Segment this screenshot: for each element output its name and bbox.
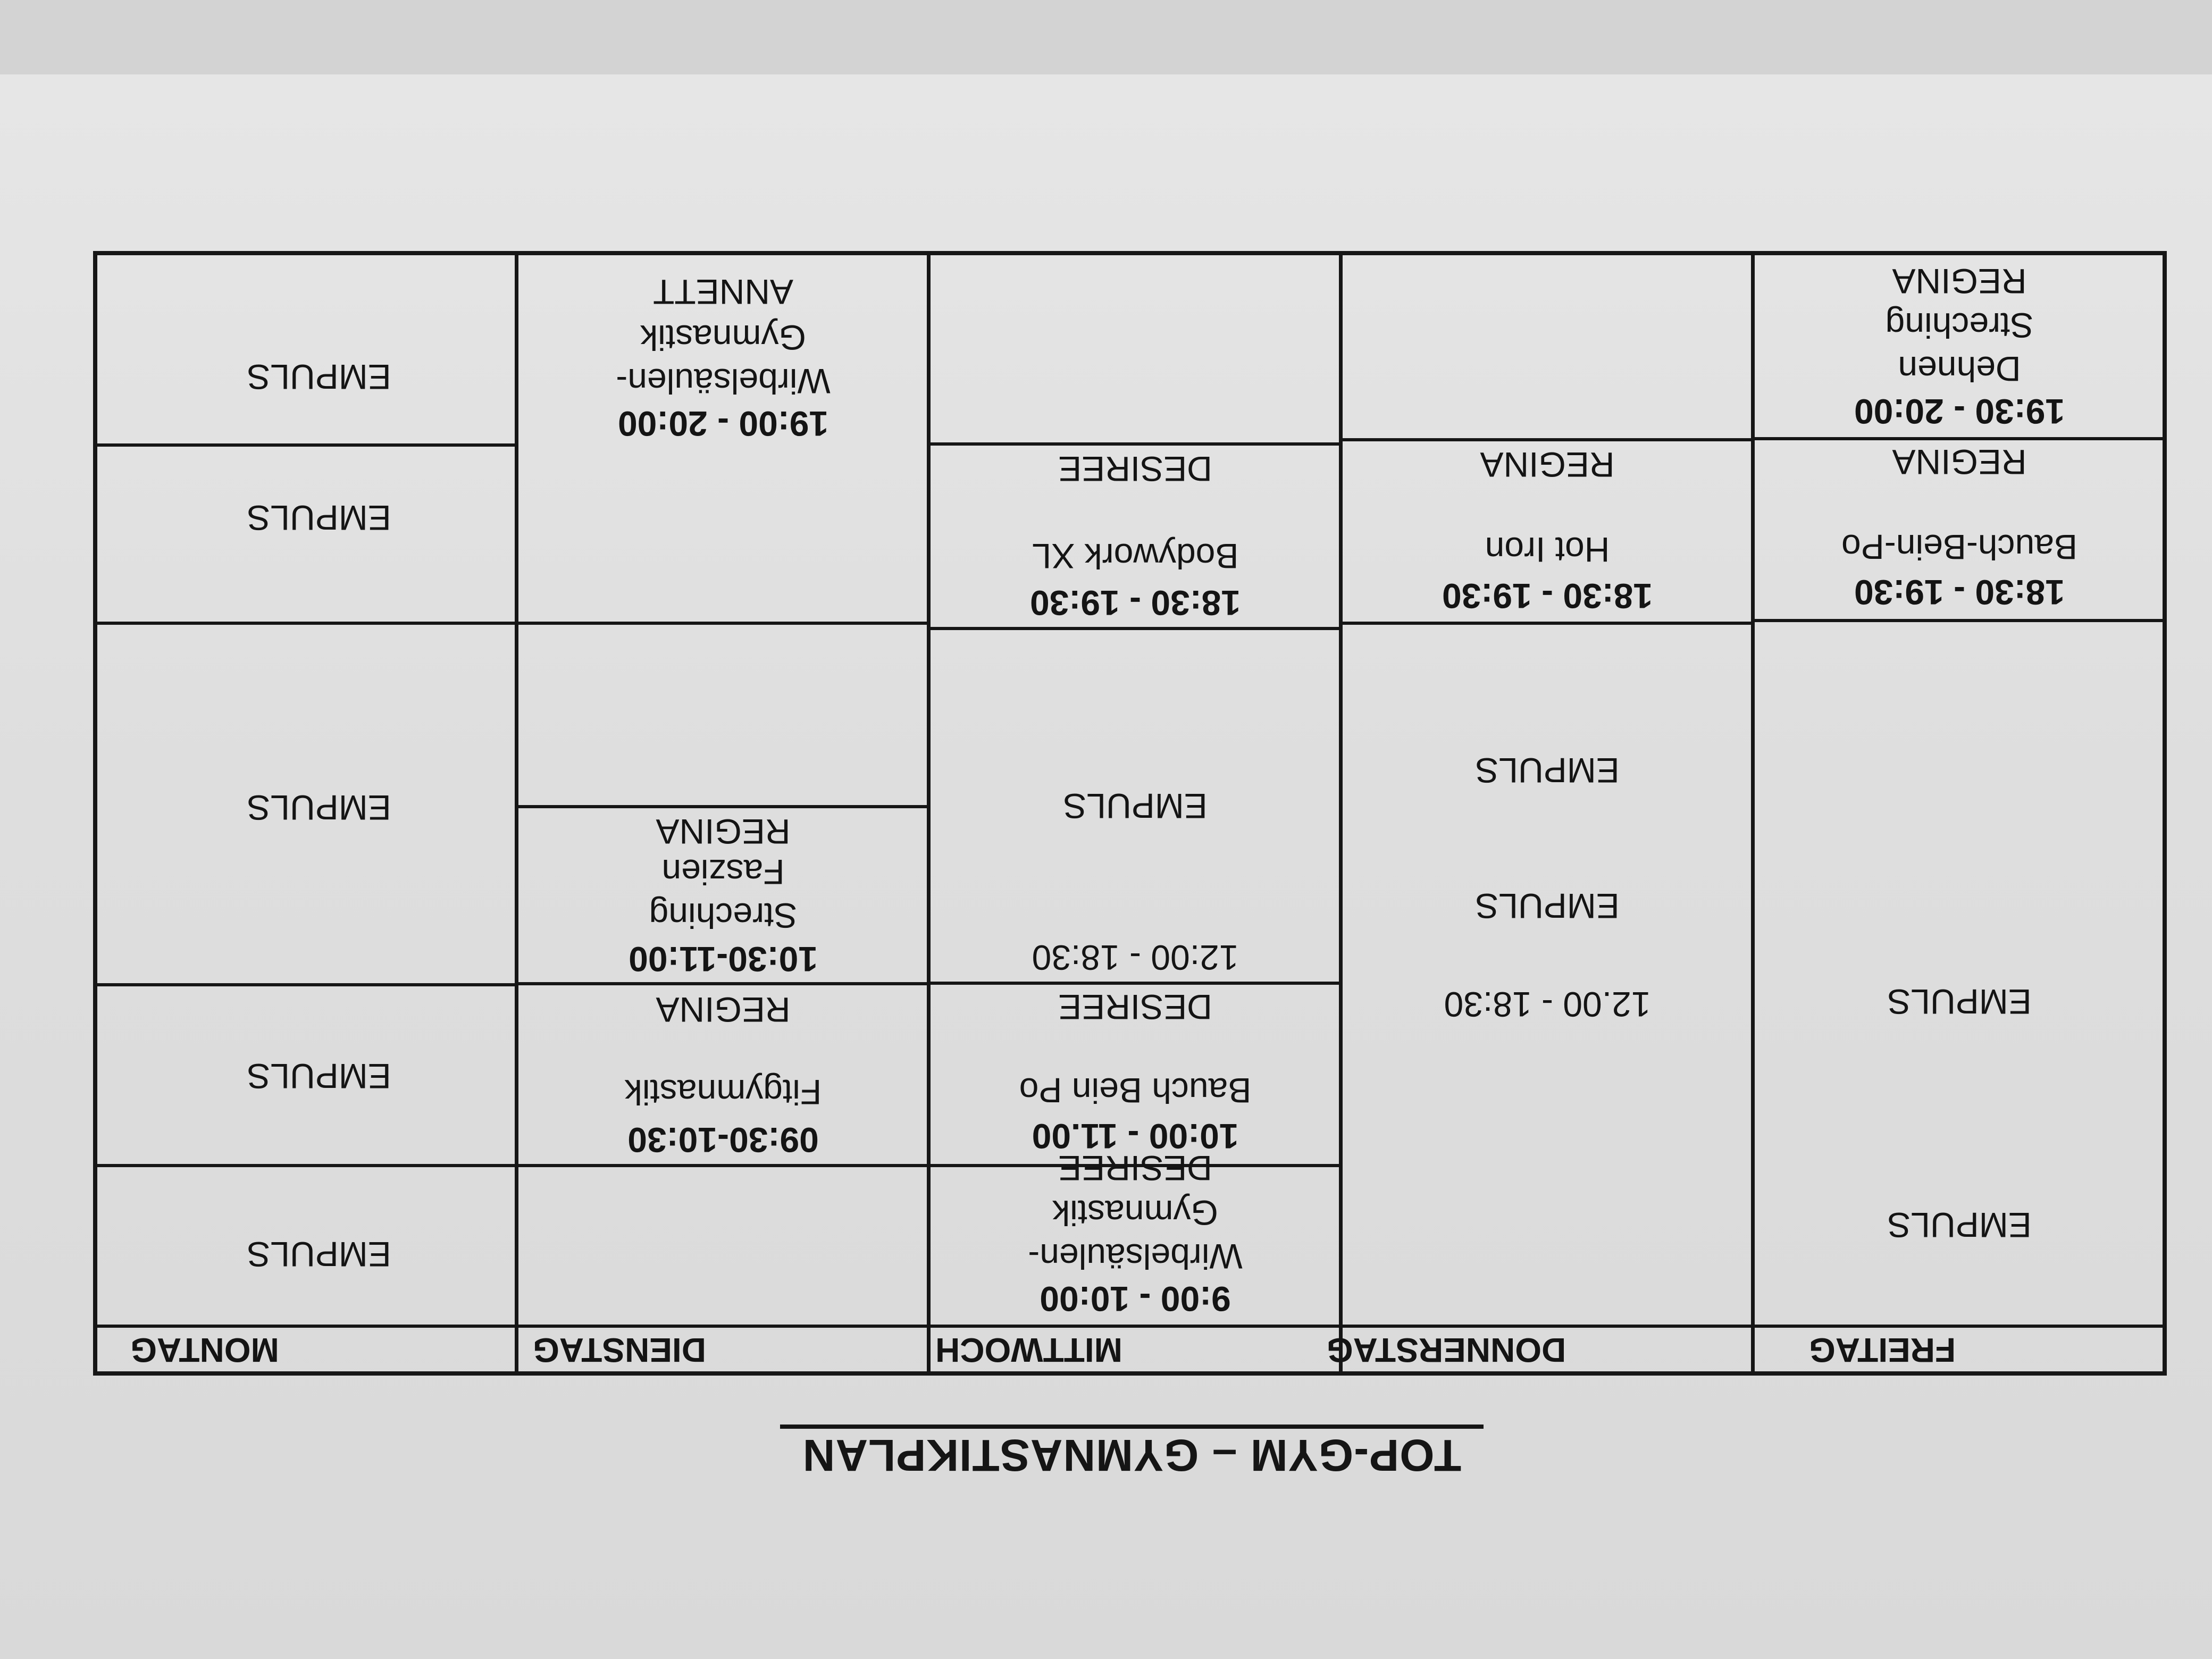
- row-divider: [928, 442, 1343, 446]
- day-header-dienstag: DIENSTAG: [533, 1331, 706, 1369]
- freitag-empuls-2: EMPULS: [1887, 982, 2032, 1021]
- column-divider: [1751, 251, 1755, 1376]
- row-divider: [516, 1164, 931, 1167]
- mittwoch-wirbelsaeule-trainer: DESIREE: [1058, 1149, 1212, 1188]
- montag-slot-2: EMPULS: [247, 1057, 391, 1096]
- freitag-dehnen-time: 19:30 - 20:00: [1854, 392, 2065, 431]
- mittwoch-bbp-name: Bauch Bein Po: [1019, 1071, 1252, 1110]
- table-border-bottom: [93, 251, 2167, 255]
- document-title: TOP-GYM – GYMNASTIKPLAN: [780, 1425, 1484, 1482]
- dienstag-fitgymnastik-trainer: REGINA: [656, 990, 791, 1029]
- freitag-empuls-1: EMPULS: [1887, 1205, 2032, 1245]
- montag-slot-5: EMPULS: [247, 357, 391, 397]
- freitag-bbp-time: 18:30 - 19:30: [1854, 573, 2065, 612]
- freitag-bbp-name: Bauch-Bein-Po: [1841, 527, 2077, 567]
- mittwoch-wirbelsaeule-time: 9:00 - 10:00: [1040, 1279, 1231, 1319]
- dienstag-fitgymnastik-time: 09:30-10:30: [627, 1120, 819, 1160]
- dienstag-streching-time: 10:30-11:00: [629, 940, 818, 979]
- row-divider: [928, 982, 1343, 985]
- mittwoch-wirbelsaeule-name: Wirbelsäulen- Gymnastik: [1028, 1193, 1243, 1276]
- column-divider: [515, 251, 518, 1376]
- day-header-montag: MONTAG: [130, 1331, 279, 1369]
- montag-slot-1: EMPULS: [247, 1235, 391, 1274]
- mittwoch-bodywork-name: Bodywork XL: [1032, 537, 1239, 576]
- mittwoch-bodywork-trainer: DESIREE: [1058, 449, 1212, 489]
- mittwoch-empuls-time: 12:00 - 18:30: [1032, 938, 1239, 977]
- donnerstag-empuls-a: EMPULS: [1475, 886, 1620, 926]
- row-divider: [516, 622, 931, 625]
- donnerstag-hotiron-name: Hot Iron: [1485, 530, 1610, 569]
- header-divider: [93, 1325, 2167, 1328]
- montag-slot-4: EMPULS: [247, 498, 391, 538]
- row-divider: [1340, 622, 1755, 625]
- row-divider: [516, 805, 931, 808]
- dienstag-streching-trainer: REGINA: [656, 812, 791, 851]
- mittwoch-bbp-time: 10:00 - 11.00: [1032, 1117, 1239, 1156]
- table-border-left: [2163, 251, 2167, 1376]
- row-divider: [93, 1164, 518, 1167]
- row-divider: [93, 443, 518, 447]
- row-divider: [516, 982, 931, 985]
- donnerstag-empuls-time: 12.00 - 18:30: [1444, 985, 1651, 1024]
- donnerstag-empuls-b: EMPULS: [1475, 751, 1620, 790]
- dienstag-fitgymnastik-name: Fitgymnastik: [624, 1073, 822, 1112]
- table-border-top: [93, 1371, 2167, 1376]
- donnerstag-hotiron-time: 18:30 - 19:30: [1442, 576, 1653, 616]
- freitag-bbp-trainer: REGINA: [1892, 442, 2027, 482]
- dienstag-wirbelsaeule-name: Wirbelsäulen- Gymnastik: [616, 318, 831, 401]
- freitag-dehnen-name: Dehnen Streching: [1885, 306, 2034, 389]
- table-border-right: [93, 251, 97, 1376]
- mittwoch-bbp-trainer: DESIREE: [1058, 987, 1212, 1027]
- dienstag-wirbelsaeule-trainer: ANNETT: [653, 272, 793, 312]
- freitag-dehnen-trainer: REGINA: [1892, 262, 2027, 301]
- column-divider: [927, 251, 931, 1376]
- day-header-mittwoch: MITTWOCH: [935, 1331, 1122, 1369]
- mittwoch-empuls-name: EMPULS: [1063, 786, 1208, 826]
- row-divider: [1752, 619, 2167, 622]
- row-divider: [93, 983, 518, 986]
- dienstag-wirbelsaeule-time: 19:00 - 20:00: [617, 404, 829, 443]
- day-header-freitag: FREITAG: [1808, 1331, 1956, 1369]
- day-header-donnerstag: DONNERSTAG: [1326, 1331, 1566, 1369]
- column-divider: [1339, 251, 1343, 1376]
- dienstag-streching-name: Streching Faszien: [649, 852, 798, 935]
- row-divider: [928, 627, 1343, 630]
- donnerstag-hotiron-trainer: REGINA: [1480, 445, 1615, 484]
- mittwoch-bodywork-time: 18:30 - 19:30: [1029, 583, 1241, 623]
- row-divider: [93, 622, 518, 625]
- row-divider: [1340, 438, 1755, 441]
- montag-slot-3: EMPULS: [247, 788, 391, 827]
